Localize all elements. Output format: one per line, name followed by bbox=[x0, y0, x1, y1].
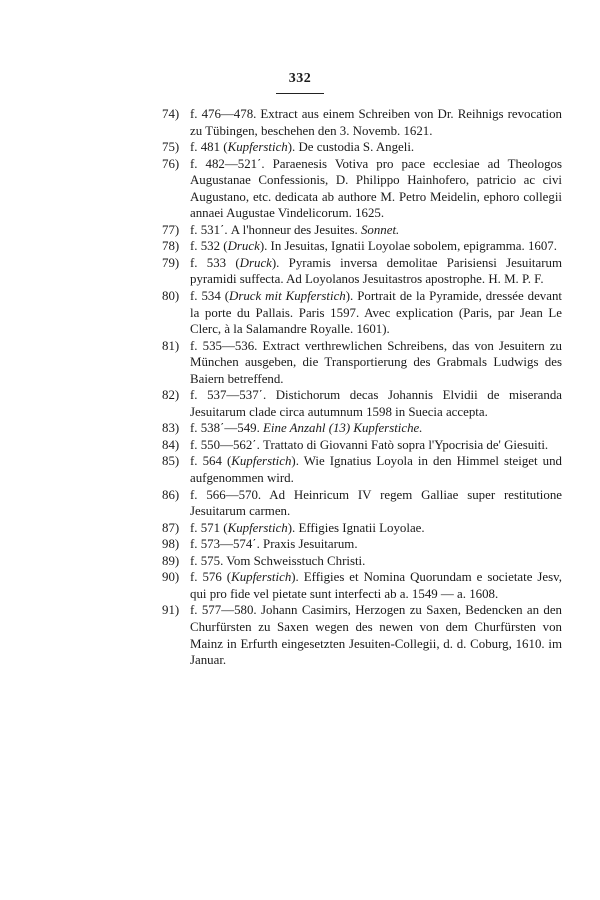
entry-text-segment: f. 533 ( bbox=[190, 255, 240, 270]
entry-number: 77) bbox=[162, 222, 180, 237]
entry-italic-segment: Kupferstich bbox=[227, 520, 288, 535]
entry-text bbox=[190, 520, 562, 537]
entry-number: 82) bbox=[162, 388, 180, 403]
catalog-entry bbox=[162, 437, 562, 454]
catalog-entry bbox=[162, 238, 562, 255]
entry-italic-segment: Eine Anzahl (13) Kupferstiche. bbox=[263, 421, 423, 436]
entry-number: 74) bbox=[162, 107, 180, 121]
entry-text-segment: f. 575. Vom Schweisstuch Christi. bbox=[190, 553, 366, 568]
entry-italic-segment: Druck bbox=[239, 255, 272, 270]
entry-text-segment: f. 564 ( bbox=[190, 454, 232, 469]
entry-italic-segment: Druck mit Kupferstich bbox=[229, 289, 346, 304]
entry-text-segment: f. 577—580. Johann Casimirs, Herzogen zu Saxen, Bedencken an den Churfürsten zu Saxen wegen des newen von dem Churfürsten von Mainz in Erfurth eingesetzten Jesuiten-Collegii, d. d. Coburg, 1610. im Januar. bbox=[190, 603, 562, 668]
entry-text-segment: f. 481 ( bbox=[190, 140, 228, 155]
catalog-entry bbox=[162, 569, 562, 602]
entry-number: 75) bbox=[162, 140, 180, 155]
entry-number: 76) bbox=[162, 156, 180, 171]
catalog-entry bbox=[162, 487, 562, 520]
entry-text-segment: ). In Jesuitas, Ignatii Loyolae sobolem, epigramma. 1607. bbox=[259, 239, 557, 254]
catalog-entry bbox=[162, 520, 562, 537]
entry-text bbox=[190, 222, 562, 239]
catalog-entry bbox=[162, 602, 562, 668]
entry-number: 79) bbox=[162, 255, 180, 270]
entry-number: 83) bbox=[162, 421, 180, 436]
entry-number: 87) bbox=[162, 520, 180, 535]
entry-text bbox=[190, 437, 562, 454]
catalog-entry bbox=[162, 387, 562, 420]
entry-text bbox=[190, 255, 562, 288]
entry-number: 78) bbox=[162, 239, 180, 254]
entry-italic-segment: Kupferstich bbox=[227, 140, 288, 155]
entry-text bbox=[190, 338, 562, 388]
entry-text-segment: f. 534 ( bbox=[190, 289, 230, 304]
catalog-entry bbox=[162, 255, 562, 288]
entry-number: 98) bbox=[162, 537, 180, 552]
catalog-entry bbox=[162, 420, 562, 437]
entry-text bbox=[190, 139, 562, 156]
entry-text bbox=[190, 387, 562, 420]
entry-text bbox=[190, 569, 562, 602]
entry-text bbox=[190, 602, 562, 668]
entry-italic-segment: Druck bbox=[227, 239, 260, 254]
entry-number: 85) bbox=[162, 454, 180, 469]
catalog-entry bbox=[162, 139, 562, 156]
entry-number: 86) bbox=[162, 487, 180, 502]
entry-text bbox=[190, 453, 562, 486]
entry-number: 89) bbox=[162, 553, 180, 568]
entry-text bbox=[190, 238, 562, 255]
catalog-entry bbox=[162, 106, 562, 139]
catalog-entry bbox=[162, 288, 562, 338]
entry-text bbox=[190, 156, 562, 222]
entry-number: 81) bbox=[162, 338, 180, 353]
entry-text-segment: f. 482—521΄. Paraenesis Votiva pro pace ecclesiae ad Theologos Augustanae Confessionis, D. Philippo Hainhofero, patricio ac civi Augustano, etc. dedicata ab authore M. Petro Meidelin, ephoro collegii annaei Augustae Vindelicorum. 1625. bbox=[190, 156, 562, 221]
entry-text-segment: f. 537—537΄. Distichorum decas Johannis Elvidii de miseranda Jesuitarum clade circa autumnum 1598 in Suecia accepta. bbox=[190, 388, 562, 419]
entry-text-segment: ). Effigies et Nomina Quorundam e societate Jesv, qui pro fide vel pietate sunt interfecti ab a. 1549 — a. 1608. bbox=[190, 570, 562, 601]
page-number: 332 bbox=[288, 71, 312, 86]
page-number-rule bbox=[276, 93, 324, 94]
entry-text bbox=[190, 288, 562, 338]
catalog-entry bbox=[162, 222, 562, 239]
entry-text-segment: f. 566—570. Ad Heinricum IV regem Galliae super restitutione Jesuitarum carmen. bbox=[190, 487, 562, 519]
entry-number: 80) bbox=[162, 289, 180, 304]
entry-text bbox=[190, 106, 562, 139]
entry-text-segment: f. 476—478. Extract aus einem Schreiben von Dr. Reihnigs revocation zu Tübingen, beschehen den 3. Novemb. 1621. bbox=[190, 107, 562, 138]
entry-text bbox=[190, 487, 562, 520]
entry-text bbox=[190, 553, 562, 570]
catalog-entry bbox=[162, 156, 562, 222]
entry-text bbox=[190, 536, 562, 553]
entry-italic-segment: Kupferstich bbox=[231, 454, 292, 469]
entry-text-segment: ). Portrait de la Pyramide, dressée devant la porte du Pallais. Paris 1597. Avec explication (Paris, par Jean Le Clerc, à la Salamandre Royalle. 1601). bbox=[190, 289, 562, 337]
entry-text-segment: ). Wie Ignatius Loyola in den Himmel steiget und aufgenommen wird. bbox=[190, 454, 563, 486]
catalog-entry-list bbox=[162, 106, 562, 669]
entry-number: 84) bbox=[162, 437, 180, 452]
catalog-entry bbox=[162, 453, 562, 486]
entry-text-segment: f. 550—562΄. Trattato di Giovanni Fatò sopra l'Ypocrisia de' Giesuiti. bbox=[190, 437, 549, 452]
catalog-entry bbox=[162, 553, 562, 570]
entry-text-segment: ). Pyramis inversa demolitae Parisiensi Jesuitarum pyramidi suffecta. Ad Loyolanos Jesuitastros apostrophe. H. M. P. F. bbox=[190, 255, 562, 287]
entry-number: 90) bbox=[162, 570, 180, 585]
entry-text-segment: f. 571 ( bbox=[190, 520, 228, 535]
entry-italic-segment: Sonnet. bbox=[360, 222, 400, 237]
entry-text-segment: f. 532 ( bbox=[190, 239, 228, 254]
entry-text-segment: f. 573—574΄. Praxis Jesuitarum. bbox=[190, 537, 358, 552]
entry-text-segment: f. 538΄—549. bbox=[190, 421, 264, 436]
entry-text-segment: ). Effigies Ignatii Loyolae. bbox=[287, 520, 425, 535]
entry-number: 91) bbox=[162, 603, 180, 618]
entry-text-segment: f. 535—536. Extract verthrewlichen Schreibens, das von Jesuitern zu München ausgeben, die Transportierung des Grabmals Ludwigs des Baiern betreffend. bbox=[190, 338, 562, 386]
entry-text-segment: f. 576 ( bbox=[190, 570, 232, 585]
catalog-entry bbox=[162, 536, 562, 553]
entry-text bbox=[190, 420, 562, 437]
entry-text-segment: f. 531΄. A l'honneur des Jesuites. bbox=[190, 222, 361, 237]
catalog-entry bbox=[162, 338, 562, 388]
entry-italic-segment: Kupferstich bbox=[231, 570, 292, 585]
entry-text-segment: ). De custodia S. Angeli. bbox=[287, 140, 415, 155]
